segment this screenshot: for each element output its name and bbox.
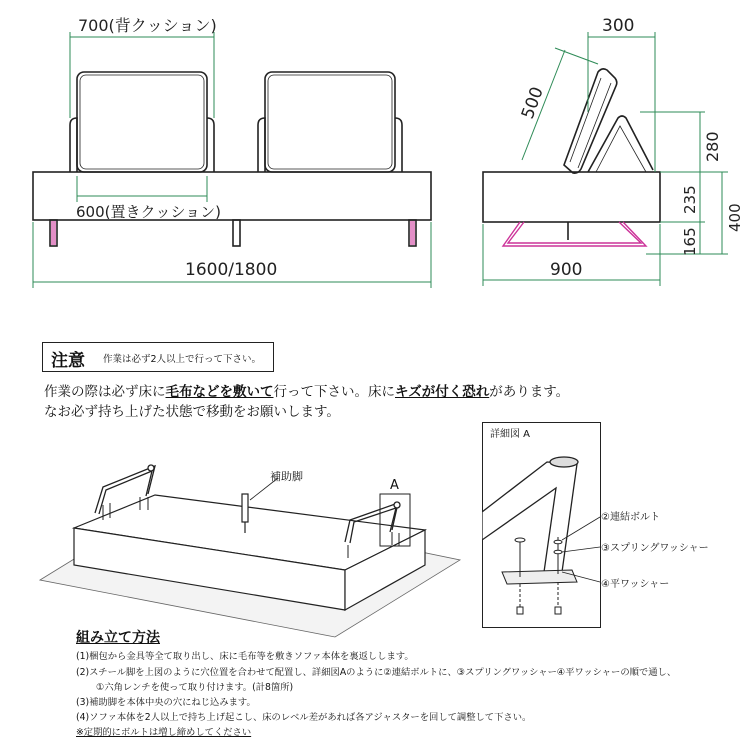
detail-view-a (482, 422, 612, 632)
warning-emphasis-blanket: 毛布などを敷いて (165, 384, 274, 400)
step-1: (1)梱包から金具等全て取り出し、床に毛布等を敷きソファ本体を裏返しします。 (76, 651, 414, 662)
warning-line-2: なお必ず持ち上げた状態で移動をお願いします。 (44, 404, 340, 420)
side-view (483, 69, 660, 240)
detail-title: 詳細図 A (490, 429, 531, 440)
dim-total-height: 400 (726, 203, 744, 232)
detail-part-spring-washer: ③スプリングワッシャー (601, 543, 709, 554)
instructions-title: 組み立て方法 (76, 630, 160, 646)
caution-box (42, 342, 274, 372)
dim-overall-depth: 900 (550, 260, 583, 280)
warning-emphasis-scratch: キズが付く恐れ (395, 384, 490, 400)
dim-back-cushion: 700(背クッション) (78, 16, 217, 35)
dim-back-length: 500 (517, 84, 548, 122)
dim-leg-height: 165 (681, 227, 699, 256)
warning-text-c: 行って下さい。床に (273, 384, 395, 400)
maintenance-note: ※定期的にボルトは増し締めしてください (76, 727, 252, 738)
dim-seat-cushion: 600(置きクッション) (76, 203, 222, 221)
dimension-drawings (0, 0, 750, 320)
dim-back-height: 280 (703, 131, 722, 162)
warning-text-e: があります。 (489, 384, 570, 400)
detail-part-bolt: ②連結ボルト (601, 512, 660, 523)
detail-marker: A (390, 478, 399, 493)
warning-text-a: 作業の際は必ず床に (44, 384, 166, 400)
caution-note: 作業は必ず2人以上で行って下さい。 (103, 354, 262, 365)
step-4: (4)ソファ本体を2人以上で持ち上げ起こし、床のレベル差があれば各アジャスターを回して調整して下さい。 (76, 712, 532, 723)
caution-title: 注意 (51, 351, 85, 371)
step-3: (3)補助脚を本体中央の穴にねじ込みます。 (76, 697, 256, 708)
aux-leg-label: 補助脚 (270, 470, 303, 483)
assembly-illustration (0, 420, 750, 640)
dim-overall-width: 1600/1800 (185, 260, 278, 280)
side-leg-frame (503, 222, 646, 246)
warning-line-1 (44, 380, 569, 400)
dim-seat-thickness: 235 (681, 185, 699, 214)
step-2: (2)スチール脚を上図のように穴位置を合わせて配置し、詳細図Aのように②連結ボルトに、③スプリングワッシャー④平ワッシャーの順で通し、 (76, 667, 677, 678)
dim-depth-top: 300 (602, 16, 635, 36)
step-2b: ①六角レンチを使って取り付けます。(計8箇所) (96, 682, 294, 693)
detail-part-flat-washer: ④平ワッシャー (601, 579, 670, 590)
front-dim-lines (33, 32, 431, 288)
